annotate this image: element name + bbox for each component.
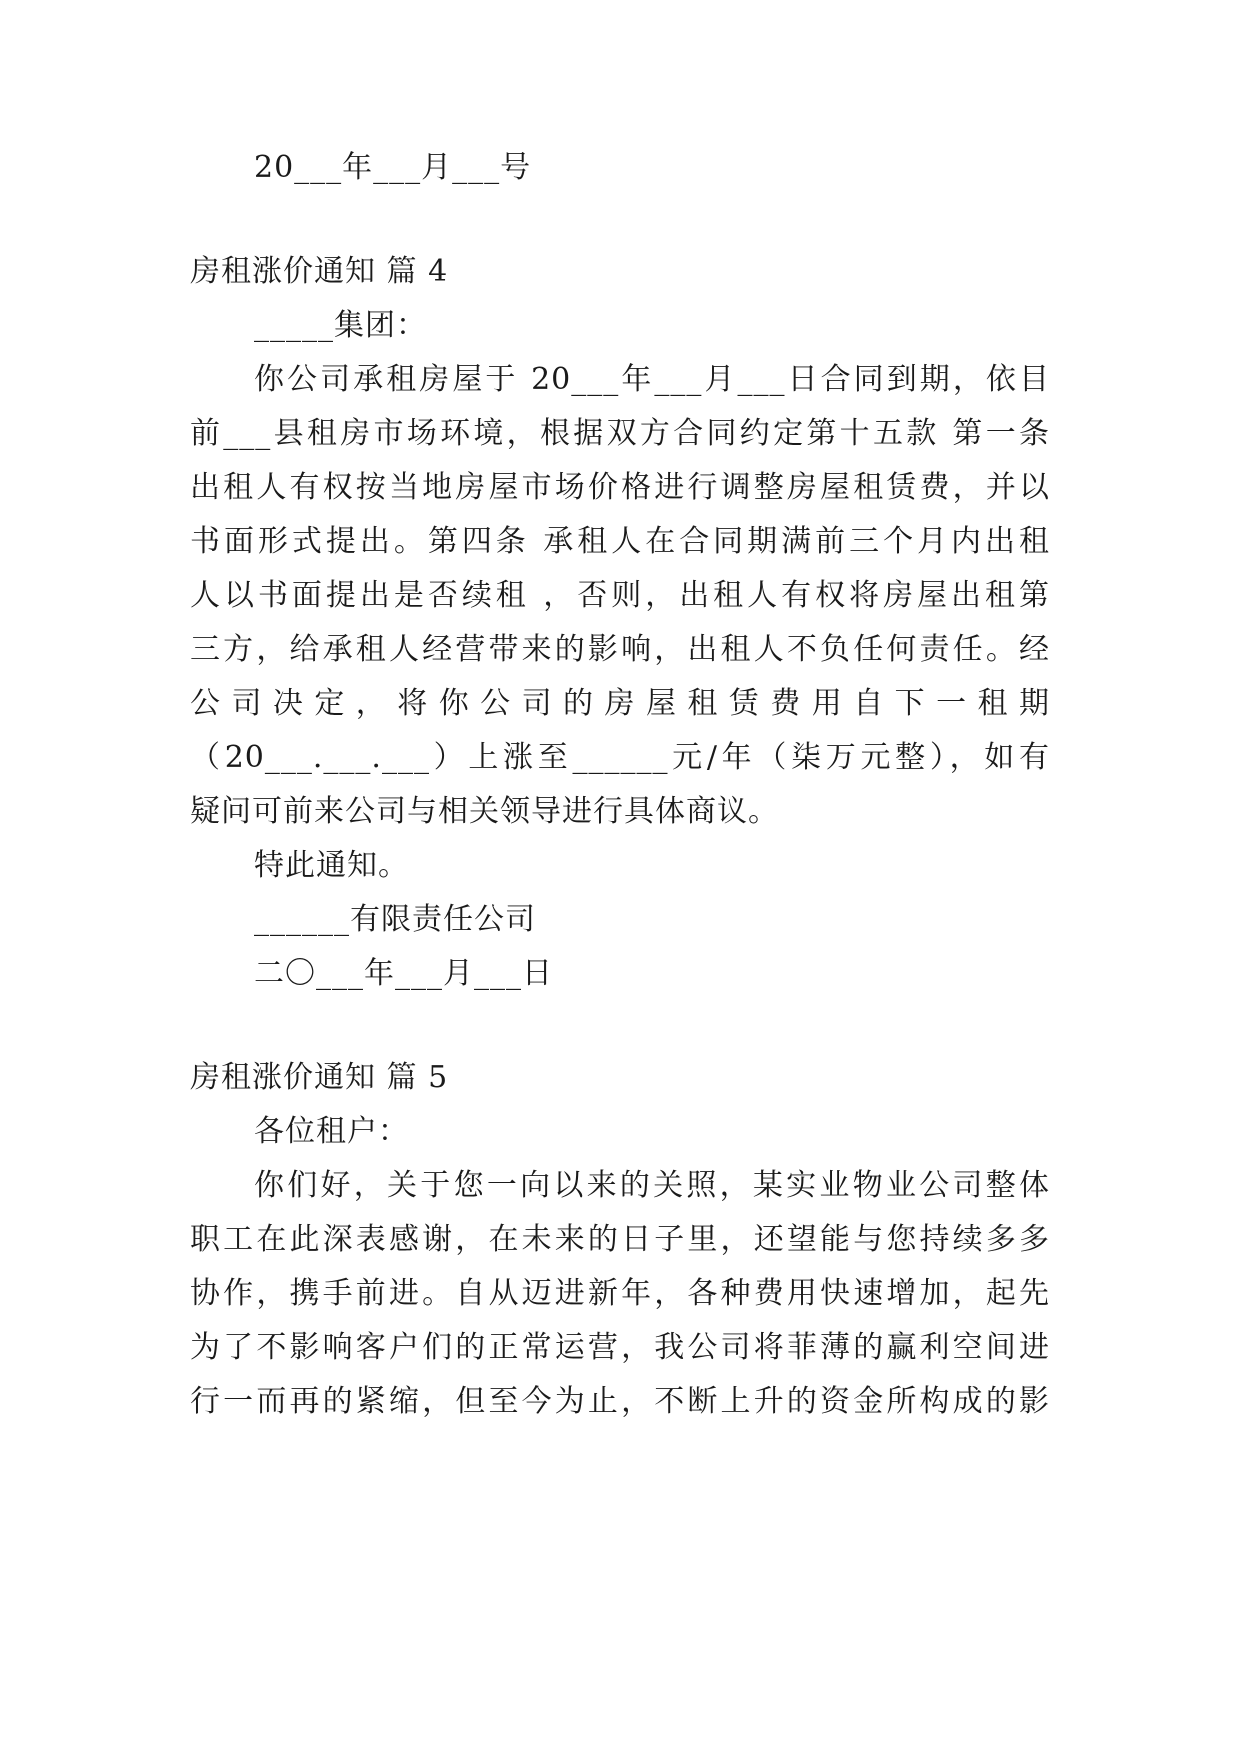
section4-body-line: 你公司承租房屋于 20___年___月___日合同到期，依目: [254, 362, 1050, 397]
section4-body-line: 疑问可前来公司与相关领导进行具体商议。: [190, 794, 779, 829]
section4-body-line: （20___.___.___）上涨至______元/年（柒万元整），如有: [190, 740, 1050, 775]
section4-signature: ______有限责任公司: [254, 902, 536, 937]
section4-closing: 特此通知。: [254, 848, 409, 883]
section4-body-line: 公司决定，将你公司的房屋租赁费用自下一租期: [190, 686, 1050, 721]
section4-body-line: 书面形式提出。第四条 承租人在合同期满前三个月内出租: [190, 524, 1050, 559]
section4-date: 二〇___年___月___日: [254, 956, 553, 991]
section4-body-line: 人以书面提出是否续租 ，否则，出租人有权将房屋出租第: [190, 578, 1050, 613]
date-line-top: 20___年___月___号: [254, 150, 532, 185]
section5-body-line: 行一而再的紧缩，但至今为止，不断上升的资金所构成的影: [190, 1384, 1050, 1419]
section4-addressee: _____集团：: [254, 308, 427, 343]
section5-addressee: 各位租户：: [254, 1114, 409, 1149]
section5-body-line: 你们好，关于您一向以来的关照，某实业物业公司整体: [254, 1168, 1050, 1203]
section5-title: 房租涨价通知 篇 5: [190, 1060, 449, 1095]
section4-body-line: 三方，给承租人经营带来的影响，出租人不负任何责任。经: [190, 632, 1050, 667]
section5-body-line: 为了不影响客户们的正常运营，我公司将菲薄的赢利空间进: [190, 1330, 1050, 1365]
section5-body-line: 协作，携手前进。自从迈进新年，各种费用快速增加，起先: [190, 1276, 1050, 1311]
section4-body-line: 前___县租房市场环境，根据双方合同约定第十五款 第一条: [190, 416, 1050, 451]
section4-title: 房租涨价通知 篇 4: [190, 254, 449, 289]
section4-body-line: 出租人有权按当地房屋市场价格进行调整房屋租赁费，并以: [190, 470, 1050, 505]
section5-body-line: 职工在此深表感谢，在未来的日子里，还望能与您持续多多: [190, 1222, 1050, 1257]
